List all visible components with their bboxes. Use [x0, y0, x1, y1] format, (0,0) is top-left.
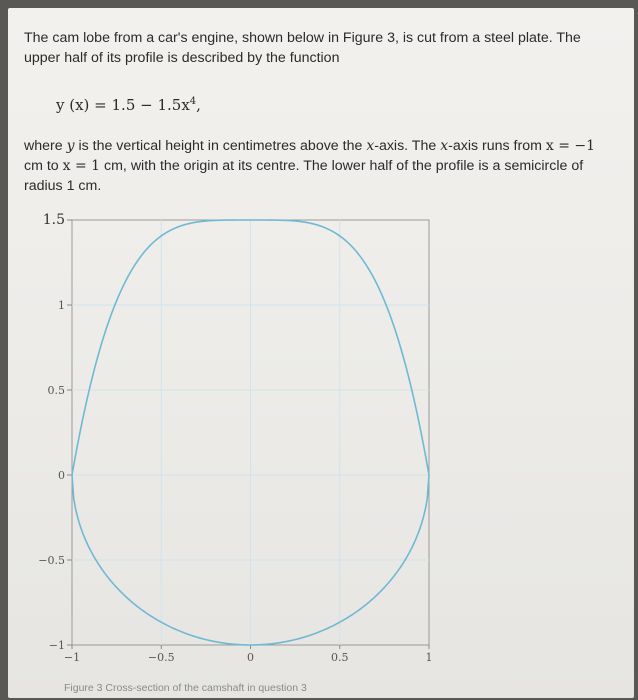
y-tick-label-5: 1.5 — [42, 212, 65, 228]
intro-line-1: The cam lobe from a car's engine, shown below in Figure 3, is cut from a steel plate. The — [24, 30, 581, 46]
desc-part-2: is the vertical height in centimetres above the — [74, 138, 367, 154]
y-tick-label-4: 1 — [58, 299, 65, 312]
tick-layer — [38, 212, 432, 664]
y-tick-label-3: 0.5 — [47, 384, 65, 397]
y-tick-label-2: 0 — [58, 469, 65, 482]
desc-part-6: cm, with the origin at its centre. The lower half of the profile is a semicircle of — [100, 158, 584, 174]
desc-part-5: cm to — [24, 158, 63, 174]
desc-part-3: -axis. The — [374, 138, 441, 154]
equation-trail: , — [196, 96, 201, 114]
to-expression: x = 1 — [62, 158, 101, 174]
x-tick-label-2: 0 — [247, 651, 254, 664]
var-x-1: x — [366, 138, 375, 154]
equation-lhs: y (x) = 1.5 − 1.5x — [56, 96, 190, 114]
desc-part-1: where — [24, 138, 67, 154]
intro-line-2: upper half of its profile is described by the function — [24, 50, 340, 66]
question-sheet — [8, 8, 634, 698]
x-tick-label-1: −0.5 — [147, 651, 175, 664]
x-tick-label-3: 0.5 — [331, 651, 349, 664]
var-x-2: x — [440, 138, 449, 154]
figure-caption: Figure 3 Cross-section of the camshaft in question 3 — [64, 682, 307, 694]
equation-exponent: 4 — [189, 96, 197, 107]
var-y: y — [66, 138, 75, 154]
cam-profile-plot — [8, 8, 634, 698]
from-expression: x = −1 — [545, 138, 596, 154]
desc-part-7: radius 1 cm. — [24, 178, 102, 194]
y-tick-label-1: −0.5 — [38, 554, 65, 567]
x-tick-label-0: −1 — [63, 651, 81, 664]
desc-part-4: -axis runs from — [448, 138, 546, 154]
y-tick-label-0: −1 — [48, 639, 65, 652]
x-tick-label-4: 1 — [425, 651, 433, 664]
grid-layer — [72, 220, 429, 645]
